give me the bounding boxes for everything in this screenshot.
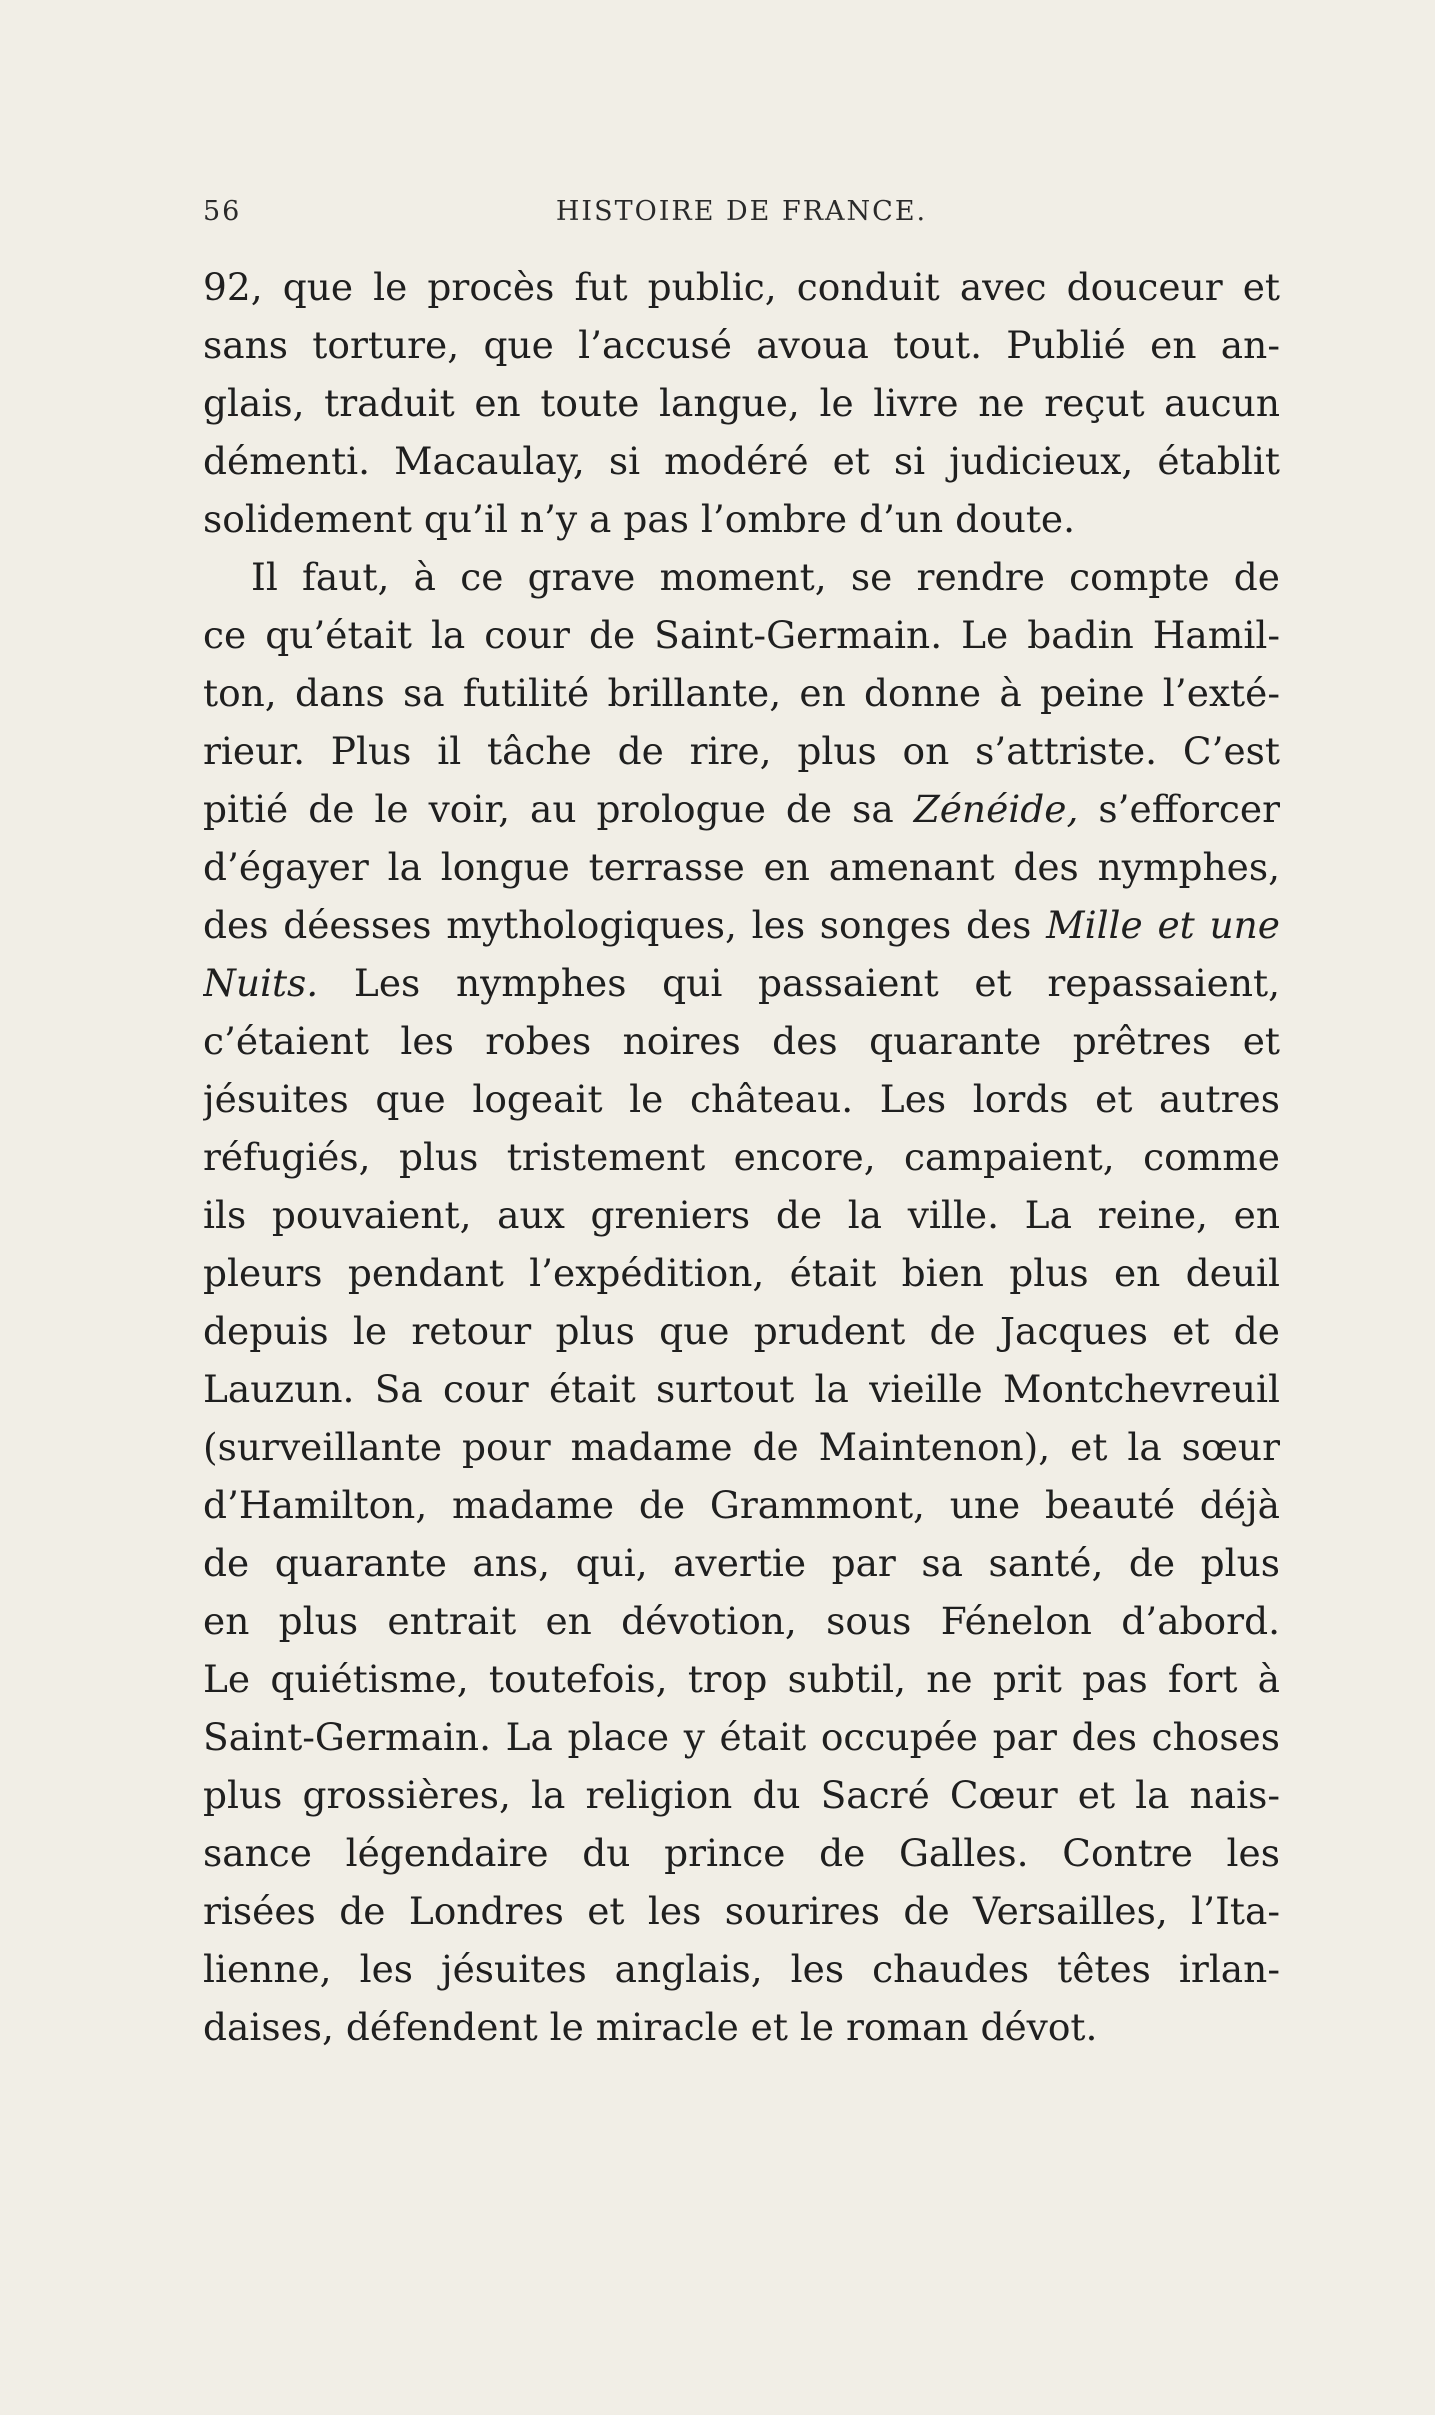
text-line: Le quiétisme, toutefois, trop subtil, ne prit pas fort à [203, 1657, 1280, 1701]
text-line: 92, que le procès fut public, conduit avec douceur et [203, 265, 1280, 309]
text-line: d’Hamilton, madame de Grammont, une beauté déjà [203, 1483, 1280, 1527]
text-line: pleurs pendant l’expédition, était bien plus en deuil [203, 1251, 1280, 1295]
text-line: solidement qu’il n’y a pas l’ombre d’un doute. [203, 497, 1076, 541]
text-line: d’égayer la longue terrasse en amenant des nymphes, [203, 845, 1280, 889]
text-line [203, 896, 1280, 954]
page-number: 56 [203, 196, 242, 227]
text-line: c’étaient les robes noires des quarante prêtres et [203, 1019, 1280, 1063]
paragraph [203, 548, 1280, 2056]
text-line: de quarante ans, qui, avertie par sa santé, de plus [203, 1541, 1280, 1585]
text-line: sance légendaire du prince de Galles. Contre les [203, 1831, 1280, 1875]
italic-title: Zénéide, [913, 787, 1079, 831]
text-line: ils pouvaient, aux greniers de la ville. La reine, en [203, 1193, 1280, 1237]
italic-title: Mille et une [1046, 903, 1280, 947]
text-line: plus grossières, la religion du Sacré Cœur et la nais- [203, 1773, 1280, 1817]
text-line: ton, dans sa futilité brillante, en donne à peine l’exté- [203, 671, 1280, 715]
running-head [203, 196, 1280, 236]
text-line: jésuites que logeait le château. Les lords et autres [203, 1077, 1280, 1121]
text-line: lienne, les jésuites anglais, les chaudes têtes irlan- [203, 1947, 1280, 1991]
text-line: réfugiés, plus tristement encore, campaient, comme [203, 1135, 1280, 1179]
text-line: glais, traduit en toute langue, le livre ne reçut aucun [203, 381, 1280, 425]
text-line: ce qu’était la cour de Saint-Germain. Le badin Hamil- [203, 613, 1280, 657]
text-segment: des déesses mythologiques, les songes des [203, 903, 1047, 947]
text-line: en plus entrait en dévotion, sous Fénelon d’abord. [203, 1599, 1280, 1643]
text-segment: s’efforcer [1078, 787, 1280, 831]
running-title: HISTOIRE DE FRANCE. [555, 196, 928, 227]
text-segment: pitié de le voir, au prologue de sa [203, 787, 914, 831]
body-text [203, 258, 1280, 2056]
text-segment: Les nymphes qui passaient et repassaient, [318, 961, 1280, 1005]
text-line: sans torture, que l’accusé avoua tout. Publié en an- [203, 323, 1280, 367]
text-line: (surveillante pour madame de Maintenon), et la sœur [203, 1425, 1280, 1469]
text-line: Il faut, à ce grave moment, se rendre compte de [251, 555, 1280, 599]
text-line: depuis le retour plus que prudent de Jacques et de [203, 1309, 1280, 1353]
text-line: Lauzun. Sa cour était surtout la vieille Montchevreuil [203, 1367, 1280, 1411]
text-line [203, 780, 1280, 838]
italic-title: Nuits. [203, 961, 319, 1005]
paragraph [203, 258, 1280, 548]
text-line: démenti. Macaulay, si modéré et si judicieux, établit [203, 439, 1280, 483]
text-line [203, 954, 1280, 1012]
text-line: rieur. Plus il tâche de rire, plus on s’attriste. C’est [203, 729, 1280, 773]
text-line: risées de Londres et les sourires de Versailles, l’Ita- [203, 1889, 1280, 1933]
text-line: daises, défendent le miracle et le roman dévot. [203, 2005, 1098, 2049]
text-line: Saint-Germain. La place y était occupée par des choses [203, 1715, 1280, 1759]
